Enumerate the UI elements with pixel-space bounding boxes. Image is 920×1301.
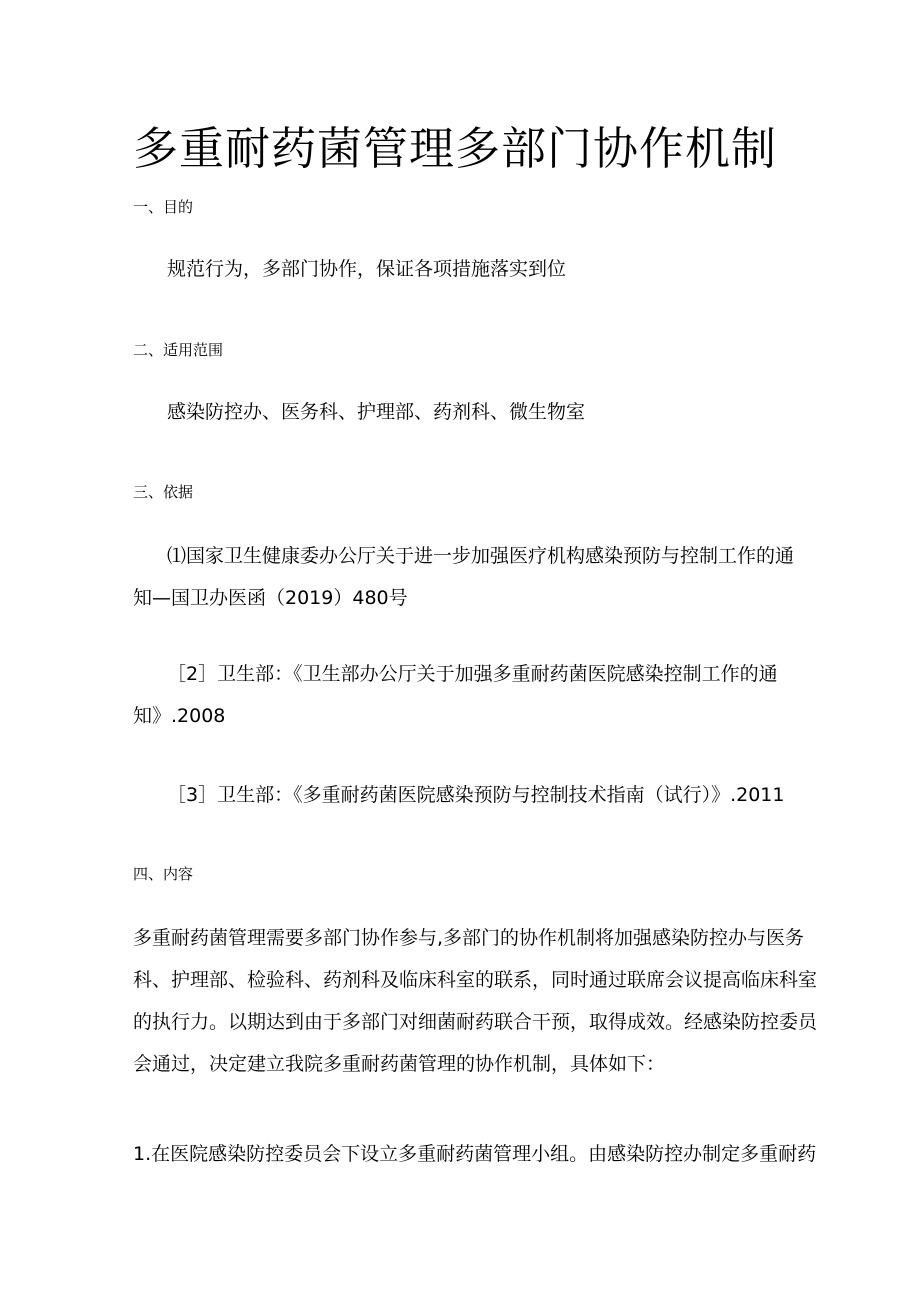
reference-line: ［2］卫生部：《卫生部办公厅关于加强多重耐药菌医院感染控制工作的通 [167, 663, 778, 685]
list-item [133, 1133, 817, 1175]
reference-line: 知—国卫办医函（2019）480号 [133, 587, 408, 609]
reference-line: 知》.2008 [133, 705, 226, 727]
section-heading-scope: 二、适用范围 [133, 341, 224, 359]
section-text-purpose: 规范行为，多部门协作，保证各项措施落实到位 [167, 258, 567, 280]
paragraph-line: 会通过，决定建立我院多重耐药菌管理的协作机制，具体如下： [133, 1053, 666, 1075]
reference-item [167, 774, 784, 816]
reference-line: ⑴国家卫生健康委办公厅关于进一步加强医疗机构感染预防与控制工作的通 [167, 545, 795, 567]
section-text-scope: 感染防控办、医务科、护理部、药剂科、微生物室 [167, 401, 586, 423]
section-heading-basis: 三、依据 [133, 483, 194, 501]
paragraph-line: 多重耐药菌管理需要多部门协作参与,多部门的协作机制将加强感染防控办与医务 [133, 927, 805, 949]
section-heading-purpose: 一、目的 [133, 198, 194, 216]
reference-item [133, 535, 795, 619]
reference-line: ［3］卫生部：《多重耐药菌医院感染预防与控制技术指南（试行）》.2011 [167, 784, 785, 806]
reference-item [133, 653, 778, 737]
list-item-text: 1.在医院感染防控委员会下设立多重耐药菌管理小组。由感染防控办制定多重耐药 [133, 1143, 817, 1165]
document-title: 多重耐药菌管理多部门协作机制 [133, 122, 778, 175]
section-heading-content: 四、内容 [133, 865, 194, 883]
paragraph-line: 的执行力。以期达到由于多部门对细菌耐药联合干预，取得成效。经感染防控委员 [133, 1011, 818, 1033]
content-paragraph [133, 917, 818, 1085]
paragraph-line: 科、护理部、检验科、药剂科及临床科室的联系，同时通过联席会议提高临床科室 [133, 969, 818, 991]
